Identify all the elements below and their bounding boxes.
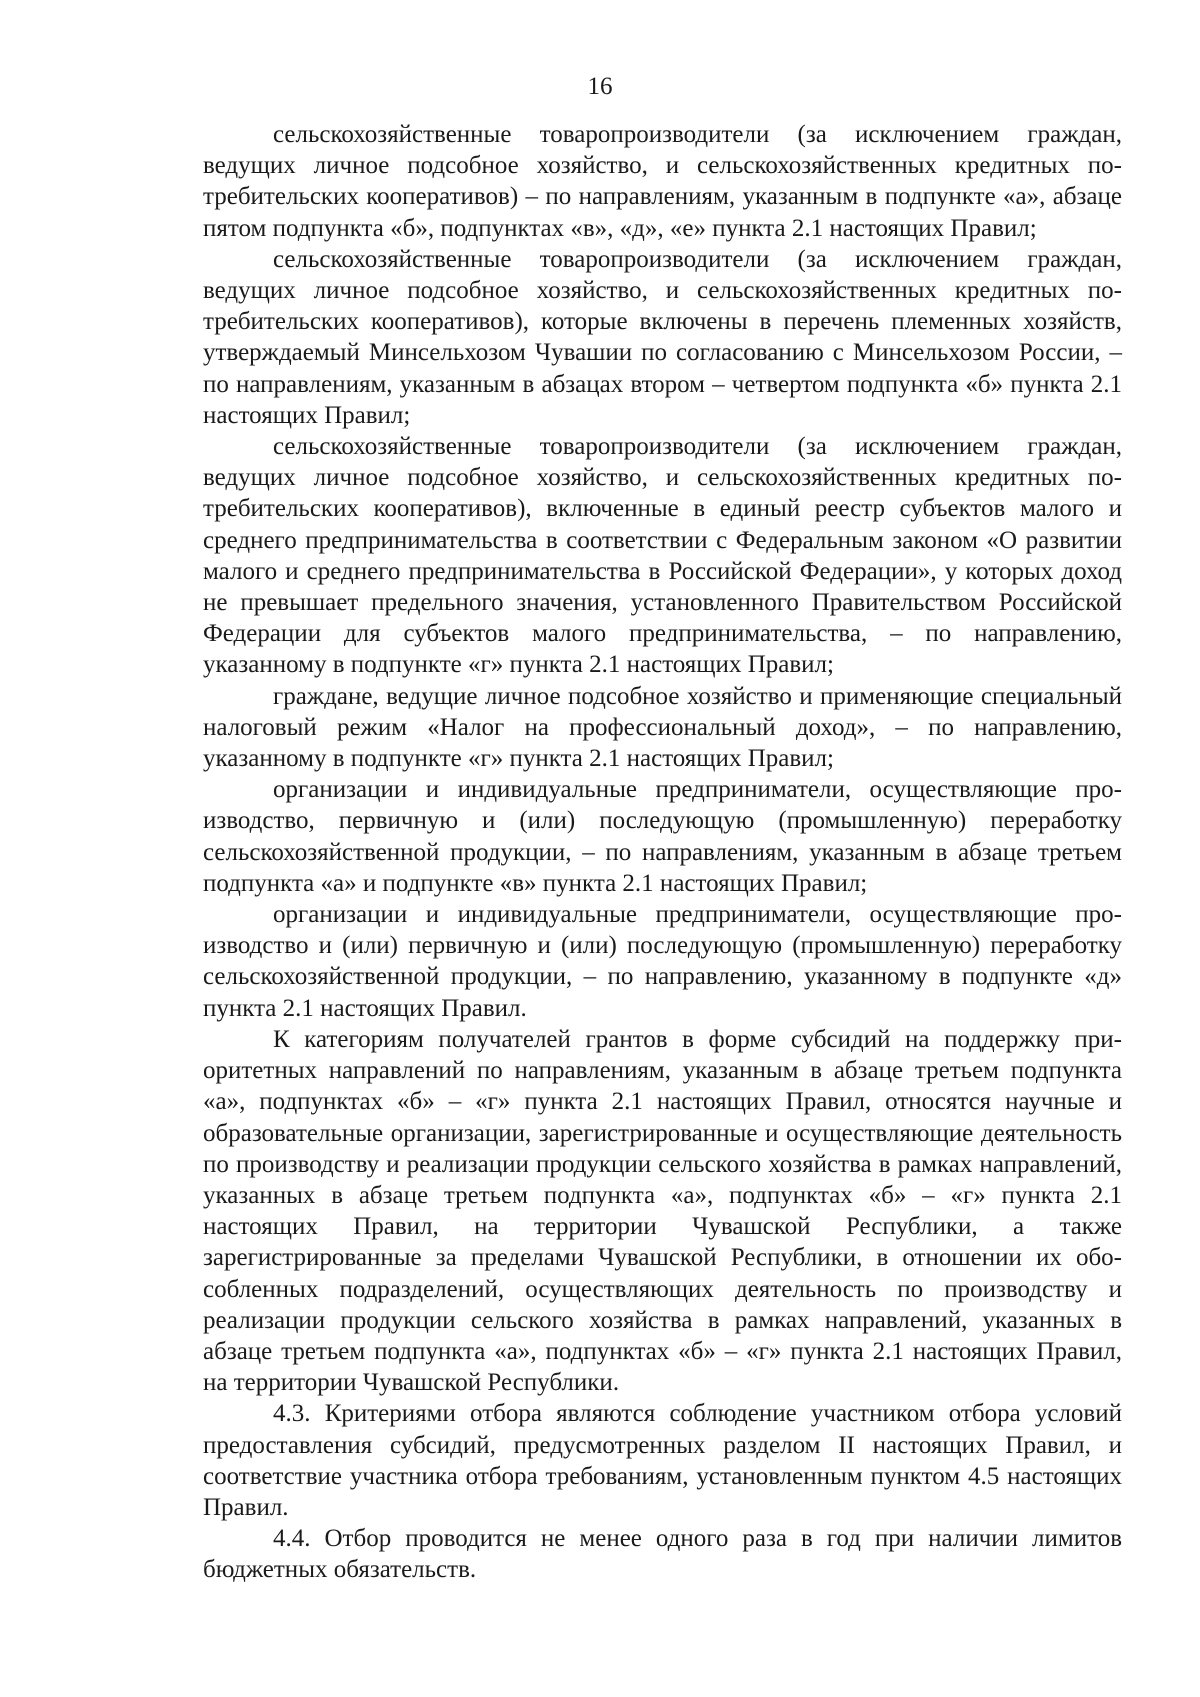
- page-number: 16: [587, 73, 613, 100]
- paragraph-4: граждане, ведущие личное подсобное хозяйство и применяющие специальный налоговый режим «Налог на профессиональный доход», – по направлению, указанному в подпункте «г» пункта 2.1 настоящих Правил;: [203, 682, 1122, 773]
- paragraph-1: сельскохозяйственные товаропроизводители (за исключением граждан, ведущих личное подсобное хозяйство, и сельскохозяйственных кредитных потребительских кооперативов) – по направлениям, указанным в подпункте «а», абзаце пятом подпункта «б», подпунктах «в», «д», «е» пункта 2.1 настоящих Правил;: [203, 121, 1122, 242]
- document-body: [203, 119, 1122, 1586]
- paragraph-3: сельскохозяйственные товаропроизводители (за исключением граждан, ведущих личное подсобное хозяйство, и сельскохозяйственных кредитных потребительских кооперативов), включенные в единый реестр субъектов малого и среднего предпринимательства в соответствии с Федеральным законом «О развитии малого и среднего предпринимательства в Российской Федерации», у которых доход не превышает предельного значения, установленного Правительством Российской Федерации для субъектов малого предпринимательства, – по направлению, указанному в подпункте «г» пункта 2.1 настоящих Правил;: [203, 433, 1122, 679]
- paragraph-9: 4.4. Отбор проводится не менее одного раза в год при наличии лимитов бюджетных обязательств.: [203, 1525, 1122, 1584]
- paragraph-8: 4.3. Критериями отбора являются соблюдение участником отбора условий предоставления субсидий, предусмотренных разделом II настоящих Правил, и соответствие участника отбора требованиям, установленным пунктом 4.5 настоящих Правил.: [203, 1400, 1122, 1521]
- paragraph-6: организации и индивидуальные предприниматели, осуществляющие производство и (или) первичную и (или) последующую (промышленную) переработку сельскохозяйственной продукции, – по направлению, указанному в подпункте «д» пункта 2.1 настоящих Правил.: [203, 901, 1122, 1022]
- paragraph-7: К категориям получателей грантов в форме субсидий на поддержку приоритетных направлений по направлениям, указанным в абзаце третьем подпункта «а», подпунктах «б» – «г» пункта 2.1 настоящих Правил, относятся научные и образовательные организации, зарегистрированные и осуществляющие деятельность по производству и реализации продукции сельского хозяйства в рамках направлений, указанных в абзаце третьем подпункта «а», подпунктах «б» – «г» пункта 2.1 настоящих Правил, на территории Чувашской Республики, а также зарегистрированные за пределами Чувашской Республики, в отношении их обособленных подразделений, осуществляющих деятельность по производству и реализации продукции сельского хозяйства в рамках направлений, указанных в абзаце третьем подпункта «а», подпунктах «б» – «г» пункта 2.1 настоящих Правил, на территории Чувашской Республики.: [203, 1025, 1122, 1397]
- paragraph-2: сельскохозяйственные товаропроизводители (за исключением граждан, ведущих личное подсобное хозяйство, и сельскохозяйственных кредитных потребительских кооперативов), которые включены в перечень племенных хозяйств, утверждаемый Минсельхозом Чувашии по согласованию с Минсельхозом России, – по направлениям, указанным в абзацах втором – четвертом подпункта «б» пункта 2.1 настоящих Правил;: [203, 245, 1122, 429]
- paragraph-5: организации и индивидуальные предприниматели, осуществляющие производство, первичную и (или) последующую (промышленную) переработку сельскохозяйственной продукции, – по направлениям, указанным в абзаце третьем подпункта «а» и подпункте «в» пункта 2.1 настоящих Правил;: [203, 776, 1122, 897]
